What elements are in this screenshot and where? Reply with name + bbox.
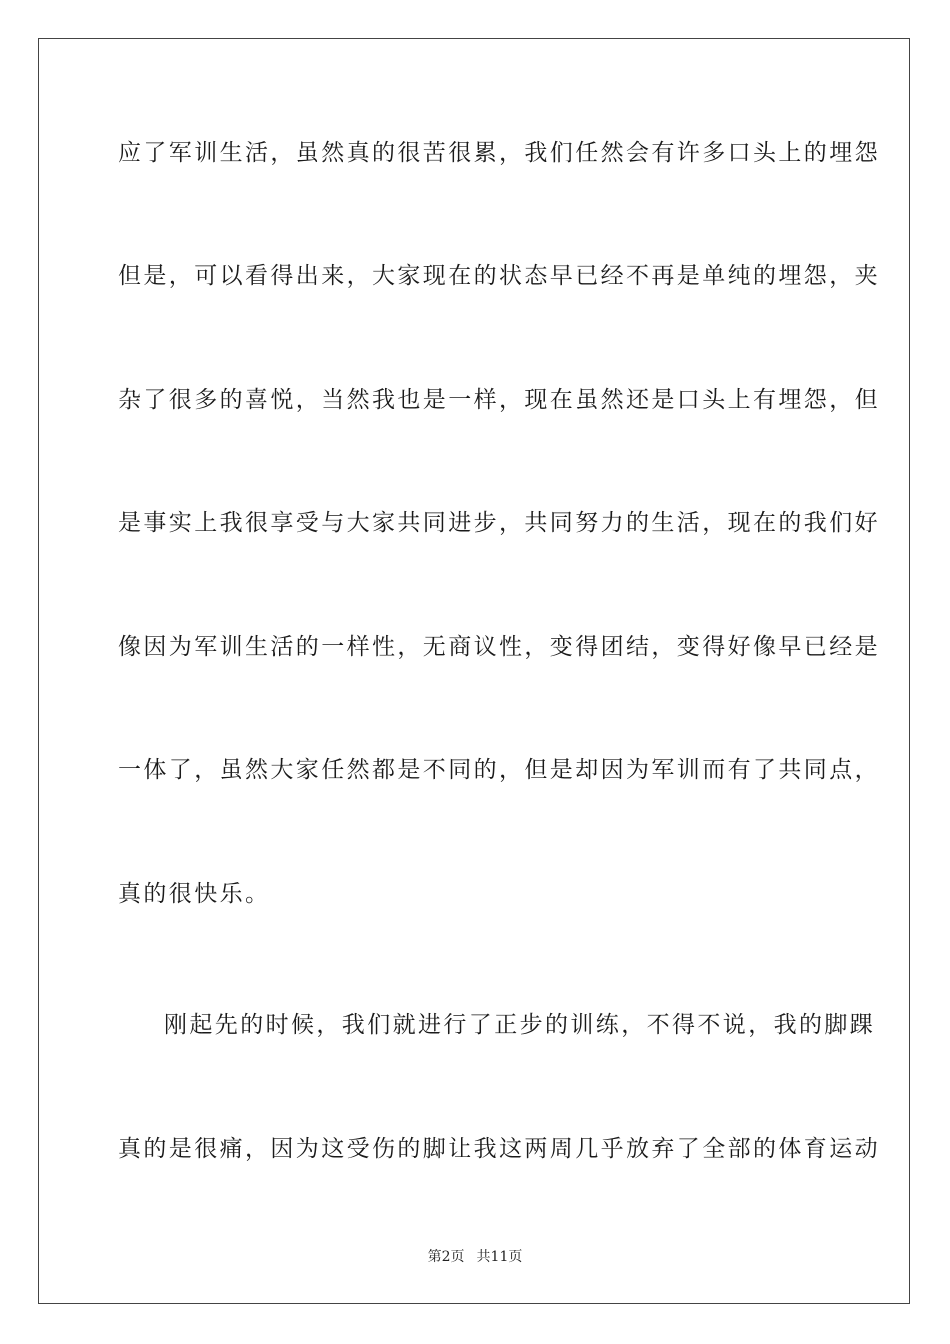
page-total: 共11页	[476, 1249, 523, 1265]
text-line: 真的很快乐。	[118, 881, 271, 907]
text-line: 一体了，虽然大家任然都是不同的，但是却因为军训而有了共同点，	[118, 757, 880, 783]
page-number: 第2页	[427, 1249, 465, 1265]
page-frame	[38, 38, 910, 1304]
text-line: 像因为军训生活的一样性，无商议性，变得团结，变得好像早已经是	[118, 634, 880, 660]
text-line: 但是，可以看得出来，大家现在的状态早已经不再是单纯的埋怨，夹	[118, 263, 880, 289]
paragraph-first-line: 刚起先的时候，我们就进行了正步的训练，不得不说，我的脚踝	[164, 1012, 876, 1038]
text-line: 真的是很痛，因为这受伤的脚让我这两周几乎放弃了全部的体育运动	[118, 1136, 880, 1162]
text-line: 杂了很多的喜悦，当然我也是一样，现在虽然还是口头上有埋怨，但	[118, 387, 880, 413]
text-line: 是事实上我很享受与大家共同进步，共同努力的生活，现在的我们好	[118, 510, 880, 536]
text-line: 应了军训生活，虽然真的很苦很累，我们任然会有许多口头上的埋怨	[118, 140, 880, 166]
page-footer	[0, 1248, 950, 1266]
